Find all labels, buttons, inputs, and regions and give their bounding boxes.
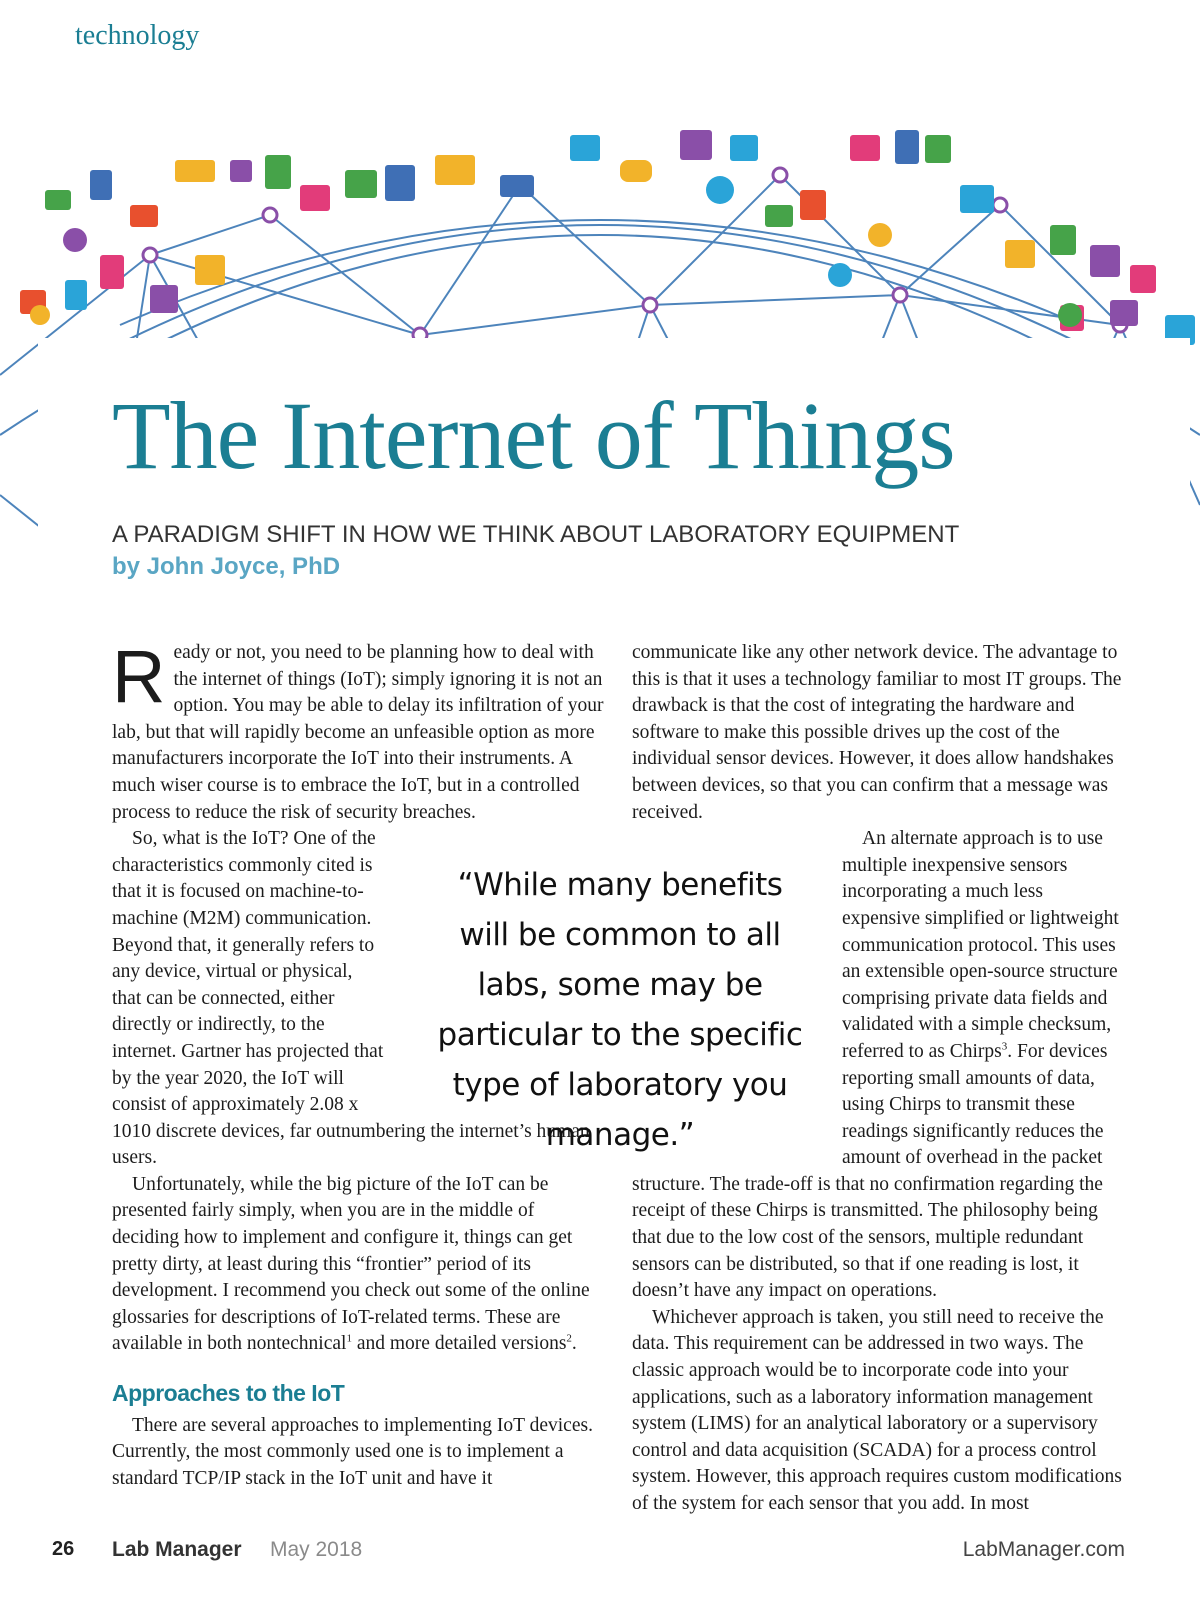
paragraph-alternate: An alternate approach is to use multiple inexpensive sensors incorporating a much less expensive simplified or lightweight communication protocol. This uses an extensible open-source structure comprising private data fields and validated with a simple checksum, referred to as Chirps$^3$. For devices reporting small amounts of data, using Chirps to transmit these readings significantly reduces the amount of overhead in the packet structure. The trade-off is that no confirmation regarding the receipt of these Chirps is transmitted. The philosophy being that due to the low cost of the sensors, multiple redundant sensors can be distributed, so that if one reading is lost, it doesn’t have any impact on operations. bbox=[632, 828, 1119, 1302]
drop-cap: R bbox=[112, 635, 166, 718]
paragraph-what-is-iot: So, what is the IoT? One of the characteristics commonly cited is that it is focused on machine-to-machine (M2M) communication. Beyond that, it generally refers to any device, virtual or physical, that can be connected, either directly or indirectly, to the internet. Gartner has projected that by the year 2020, the IoT will consist of approximately 2.08 x 1010 discrete devices, far outnumbering the internet’s human users. bbox=[112, 828, 590, 1169]
paragraph-receive-data: Whichever approach is taken, you still need to receive the data. This requirement can be addressed in two ways. The classic approach would be to incorporate code into your applications, such as a laboratory information management system (LIMS) for an analytical laboratory or a supervisory control and data acquisition (SCADA) for a process control system. However, this approach requires custom modifications of the system for each sensor that you add. In most bbox=[632, 1306, 1122, 1514]
issue-date: May 2018 bbox=[270, 1538, 363, 1561]
website-link[interactable]: LabManager.com bbox=[962, 1538, 1125, 1561]
paragraph-tcpip: communicate like any other network device. The advantage to this is that it uses a technology familiar to most IT groups. The drawback is that the cost of integrating the hardware and software to make this possible drives up the cost of the individual sensor devices. However, it does allow handshakes between devices, so that you can confirm that a message was received. bbox=[632, 642, 1122, 823]
page-number: 26 bbox=[52, 1538, 75, 1560]
paragraph-approaches: There are several approaches to implementing IoT devices. Currently, the most commonly used one is to implement a standard TCP/IP stack in the IoT unit and have it bbox=[112, 1414, 593, 1489]
paragraph-big-picture: Unfortunately, while the big picture of the IoT can be presented fairly simply, when you are in the middle of deciding how to implement and configure it, things can get pretty dirty, at least during this “frontier” period of its development. I recommend you check out some of the online glossaries for descriptions of IoT-related terms. These are available in both nontechnical$^1$ and more detailed versions$^2$. bbox=[112, 1173, 590, 1355]
article-byline: by John Joyce, PhD bbox=[112, 553, 341, 580]
article-title: The Internet of Things bbox=[112, 382, 955, 489]
magazine-name: Lab Manager bbox=[112, 1538, 242, 1561]
pull-quote: “While many benefits will be common to all labs, some may be particular to the specific type of laboratory you manage.” bbox=[437, 867, 803, 1153]
article-subtitle: A PARADIGM SHIFT IN HOW WE THINK ABOUT LABORATORY EQUIPMENT bbox=[112, 521, 960, 548]
paragraph-intro: Ready or not, you need to be planning how to deal with the internet of things (IoT); simply ignoring it is not an option. You may be able to delay its infiltration of your lab, but that will rapidly become an unfeasible option as more manufacturers incorporate the IoT into their instruments. A much wiser course is to embrace the IoT, but in a controlled process to reduce the risk of security breaches. bbox=[112, 635, 604, 823]
section-label: technology bbox=[75, 20, 200, 51]
section-heading-approaches: Approaches to the IoT bbox=[112, 1380, 345, 1407]
